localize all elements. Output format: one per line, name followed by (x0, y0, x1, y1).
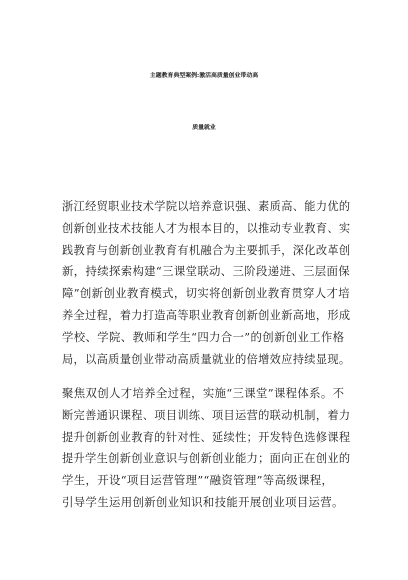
paragraph-line: 新，持续探索构建“三课堂联动、三阶段递进、三层面保 (62, 264, 350, 279)
paragraph-1 (62, 196, 352, 370)
paragraph-line: 障”创新创业教育模式，切实将创新创业教育贯穿人才培 (62, 286, 350, 301)
document-title-line-2: 质量就业 (192, 124, 216, 131)
document-title-line-1: 主题教育典型案例:激活高质量创业带动高 (149, 72, 259, 79)
paragraph-line: 学生，开设“项目运营管理”“融资管理”等高级课程， (62, 473, 334, 488)
paragraph-line: 断完善通识课程、项目训练、项目运营的联动机制，着力 (62, 408, 351, 422)
paragraph-line: 学校、学院、教师和学生“四力合一”的创新创业工作格 (62, 329, 345, 344)
paragraph-line: 局，以高质量创业带动高质量就业的倍增效应持续显现。 (62, 352, 351, 366)
paragraph-line: 践教育与创新创业教育有机融合为主要抓手，深化改革创 (62, 243, 351, 257)
paragraph-line: 浙江经贸职业技术学院以培养意识强、素质高、能力优的 (62, 200, 351, 213)
paragraph-line: 聚焦双创人才培养全过程，实施“三课堂”课程体系。不 (62, 386, 345, 400)
paragraph-line: 提升创新创业教育的针对性、延续性；开发特色选修课程 (62, 430, 351, 444)
paragraph-line: 引导学生运用创新创业知识和技能开展创业项目运营。 (62, 494, 344, 509)
paragraph-line: 创新创业技术技能人才为根本目的，以推动专业教育、实 (62, 221, 351, 235)
paragraph-line: 养全过程，着力打造高等职业教育创新创业新高地，形成 (62, 308, 351, 322)
paragraph-2 (62, 383, 352, 514)
paragraph-line: 提升学生创新创业意识与创新创业能力；面向正在创业的 (62, 452, 351, 466)
